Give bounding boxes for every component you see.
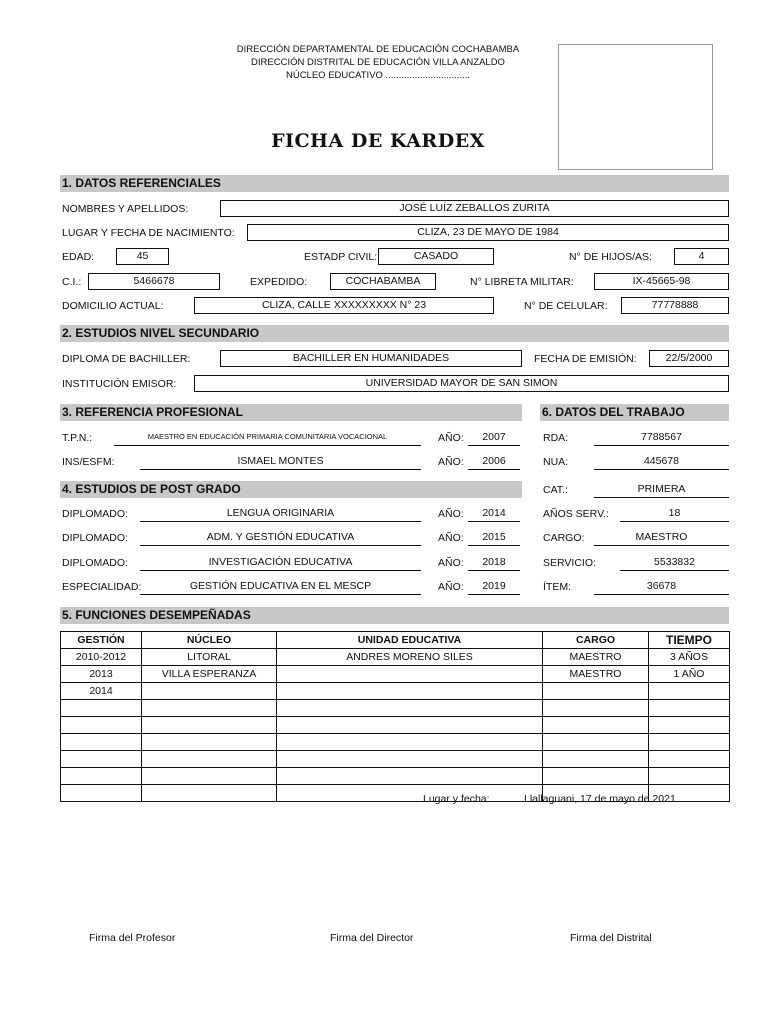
table-cell[interactable] xyxy=(649,751,730,768)
ins-field[interactable]: ISMAEL MONTES xyxy=(140,454,421,470)
table-cell[interactable] xyxy=(543,717,649,734)
trabajo-field[interactable]: 5533832 xyxy=(620,555,729,571)
postgrado-anio-label: AÑO: xyxy=(438,508,464,520)
postgrado-anio-label: AÑO: xyxy=(438,557,464,569)
tpn-anio-field[interactable]: 2007 xyxy=(468,430,520,446)
civil-field[interactable]: CASADO xyxy=(378,248,494,265)
postgrado-anio-field[interactable]: 2019 xyxy=(468,579,520,595)
nombres-field[interactable]: JOSÉ LUÍZ ZEBALLOS ZURITA xyxy=(220,200,729,217)
firma-profesor: Firma del Profesor xyxy=(89,932,176,944)
libreta-field[interactable]: IX-45665-98 xyxy=(594,273,729,290)
section-3-heading: 3. REFERENCIA PROFESIONAL xyxy=(60,404,522,421)
edad-label: EDAD: xyxy=(62,251,95,263)
postgrado-field[interactable]: GESTIÓN EDUCATIVA EN EL MESCP xyxy=(140,579,421,595)
table-cell[interactable] xyxy=(142,700,277,717)
lugar-fecha-label: Lugar y fecha: xyxy=(423,793,490,805)
table-cell[interactable] xyxy=(277,666,543,683)
table-cell[interactable] xyxy=(277,768,543,785)
lugar-fecha-value: Llallaguani, 17 de mayo de 2021 xyxy=(524,793,676,805)
table-cell[interactable] xyxy=(649,683,730,700)
table-cell[interactable] xyxy=(142,717,277,734)
emision-label: FECHA DE EMISIÓN: xyxy=(534,353,637,365)
edad-field[interactable]: 45 xyxy=(116,248,169,265)
table-cell[interactable]: 2013 xyxy=(61,666,142,683)
table-cell[interactable] xyxy=(142,734,277,751)
postgrado-anio-label: AÑO: xyxy=(438,581,464,593)
lugar-label: LUGAR Y FECHA DE NACIMIENTO: xyxy=(62,227,235,239)
postgrado-label: DIPLOMADO: xyxy=(62,508,128,520)
trabajo-field[interactable]: 36678 xyxy=(594,579,729,595)
libreta-label: N° LIBRETA MILITAR: xyxy=(470,276,574,288)
trabajo-label: SERVICIO: xyxy=(543,557,596,569)
table-cell[interactable] xyxy=(61,751,142,768)
emision-field[interactable]: 22/5/2000 xyxy=(649,350,729,367)
table-cell[interactable]: MAESTRO xyxy=(543,649,649,666)
table-cell[interactable] xyxy=(277,717,543,734)
hijos-field[interactable]: 4 xyxy=(674,248,729,265)
tpn-field[interactable]: MAESTRO EN EDUCACIÓN PRIMARIA COMUNITARIA VOCACIONAL xyxy=(114,430,421,446)
expedido-label: EXPEDIDO: xyxy=(250,276,308,288)
table-cell[interactable] xyxy=(649,768,730,785)
table-cell[interactable] xyxy=(61,717,142,734)
table-cell[interactable]: 3 AÑOS xyxy=(649,649,730,666)
trabajo-field[interactable]: MAESTRO xyxy=(594,530,729,546)
ci-field[interactable]: 5466678 xyxy=(88,273,220,290)
trabajo-field[interactable]: 7788567 xyxy=(594,430,729,446)
ins-anio-field[interactable]: 2006 xyxy=(468,454,520,470)
column-header: CARGO xyxy=(543,632,649,649)
tpn-anio-label: AÑO: xyxy=(438,432,464,444)
postgrado-label: DIPLOMADO: xyxy=(62,532,128,544)
table-cell[interactable]: VILLA ESPERANZA xyxy=(142,666,277,683)
nombres-label: NOMBRES Y APELLIDOS: xyxy=(62,203,189,215)
ins-label: INS/ESFM: xyxy=(62,456,115,468)
trabajo-label: ÍTEM: xyxy=(543,581,571,593)
table-cell[interactable] xyxy=(277,751,543,768)
table-cell[interactable]: 1 AÑO xyxy=(649,666,730,683)
firma-distrital: Firma del Distrital xyxy=(570,932,652,944)
postgrado-anio-field[interactable]: 2014 xyxy=(468,506,520,522)
firma-director: Firma del Director xyxy=(330,932,414,944)
header-line-1: DIRECCIÓN DEPARTAMENTAL DE EDUCACIÓN COCHABAMBA xyxy=(236,44,520,55)
table-row xyxy=(61,649,730,666)
table-cell[interactable] xyxy=(61,785,142,802)
table-cell[interactable] xyxy=(543,751,649,768)
domicilio-label: DOMICILIO ACTUAL: xyxy=(62,300,164,312)
table-cell[interactable] xyxy=(61,734,142,751)
table-cell[interactable]: LITORAL xyxy=(142,649,277,666)
table-cell[interactable] xyxy=(277,734,543,751)
table-cell[interactable]: ANDRES MORENO SILES xyxy=(277,649,543,666)
table-cell[interactable] xyxy=(649,717,730,734)
postgrado-label: ESPECIALIDAD: xyxy=(62,581,142,593)
postgrado-anio-field[interactable]: 2015 xyxy=(468,530,520,546)
postgrado-field[interactable]: INVESTIGACIÓN EDUCATIVA xyxy=(140,555,421,571)
table-row xyxy=(61,751,730,768)
column-header: TIEMPO xyxy=(649,632,730,649)
table-header-row xyxy=(61,632,730,649)
postgrado-anio-field[interactable]: 2018 xyxy=(468,555,520,571)
table-cell[interactable] xyxy=(142,785,277,802)
trabajo-label: RDA: xyxy=(543,432,569,444)
table-cell[interactable]: MAESTRO xyxy=(543,666,649,683)
postgrado-field[interactable]: LENGUA ORIGINARIA xyxy=(140,506,421,522)
section-1-heading: 1. DATOS REFERENCIALES xyxy=(60,175,729,192)
table-cell[interactable] xyxy=(277,700,543,717)
header-line-3: NÚCLEO EDUCATIVO ................................ xyxy=(285,70,471,81)
civil-label: ESTADP CIVIL: xyxy=(304,251,378,263)
table-cell[interactable] xyxy=(543,683,649,700)
postgrado-field[interactable]: ADM. Y GESTIÓN EDUCATIVA xyxy=(140,530,421,546)
trabajo-field[interactable]: 18 xyxy=(620,506,729,522)
table-cell[interactable] xyxy=(61,768,142,785)
table-row xyxy=(61,734,730,751)
trabajo-field[interactable]: 445678 xyxy=(594,454,729,470)
celular-field[interactable]: 77778888 xyxy=(621,297,729,314)
table-row xyxy=(61,683,730,700)
hijos-label: N° DE HIJOS/AS: xyxy=(569,251,652,263)
trabajo-label: AÑOS SERV.: xyxy=(543,508,609,520)
section-6-heading: 6. DATOS DEL TRABAJO xyxy=(540,404,729,421)
postgrado-label: DIPLOMADO: xyxy=(62,557,128,569)
table-cell[interactable] xyxy=(277,683,543,700)
table-row xyxy=(61,717,730,734)
table-cell[interactable] xyxy=(142,683,277,700)
trabajo-label: NUA: xyxy=(543,456,569,468)
section-4-heading: 4. ESTUDIOS DE POST GRADO xyxy=(60,481,522,498)
column-header: UNIDAD EDUCATIVA xyxy=(277,632,543,649)
table-cell[interactable] xyxy=(61,700,142,717)
table-cell[interactable] xyxy=(277,785,543,802)
table-cell[interactable] xyxy=(543,700,649,717)
photo-box xyxy=(558,44,713,170)
table-cell[interactable] xyxy=(649,734,730,751)
tpn-label: T.P.N.: xyxy=(62,432,93,444)
ins-anio-label: AÑO: xyxy=(438,456,464,468)
header-line-2: DIRECCIÓN DISTRITAL DE EDUCACIÓN VILLA ANZALDO xyxy=(251,57,505,68)
domicilio-field[interactable]: CLIZA, CALLE XXXXXXXXX N° 23 xyxy=(194,297,494,314)
trabajo-field[interactable]: PRIMERA xyxy=(594,482,729,498)
funciones-table xyxy=(60,631,730,802)
table-cell[interactable]: 2010-2012 xyxy=(61,649,142,666)
postgrado-anio-label: AÑO: xyxy=(438,532,464,544)
table-row xyxy=(61,666,730,683)
lugar-field[interactable]: CLIZA, 23 DE MAYO DE 1984 xyxy=(247,224,729,241)
institucion-label: INSTITUCIÓN EMISOR: xyxy=(62,378,177,390)
table-cell[interactable] xyxy=(142,751,277,768)
column-header: GESTIÓN xyxy=(61,632,142,649)
table-cell[interactable] xyxy=(543,768,649,785)
page-title: FICHA DE KARDEX xyxy=(271,130,485,152)
section-5-heading: 5. FUNCIONES DESEMPEÑADAS xyxy=(60,607,729,624)
column-header: NÚCLEO xyxy=(142,632,277,649)
table-cell[interactable] xyxy=(142,768,277,785)
table-cell[interactable] xyxy=(543,734,649,751)
diploma-label: DIPLOMA DE BACHILLER: xyxy=(62,353,191,365)
celular-label: N° DE CELULAR: xyxy=(524,300,608,312)
diploma-field[interactable]: BACHILLER EN HUMANIDADES xyxy=(220,350,522,367)
expedido-field[interactable]: COCHABAMBA xyxy=(330,273,436,290)
trabajo-label: CAT.: xyxy=(543,484,568,496)
section-2-heading: 2. ESTUDIOS NIVEL SECUNDARIO xyxy=(60,325,729,342)
trabajo-label: CARGO: xyxy=(543,532,585,544)
table-row xyxy=(61,768,730,785)
table-row xyxy=(61,700,730,717)
table-cell[interactable] xyxy=(649,700,730,717)
ci-label: C.I.: xyxy=(62,276,82,288)
institucion-field[interactable]: UNIVERSIDAD MAYOR DE SAN SIMON xyxy=(194,375,729,392)
table-cell[interactable]: 2014 xyxy=(61,683,142,700)
